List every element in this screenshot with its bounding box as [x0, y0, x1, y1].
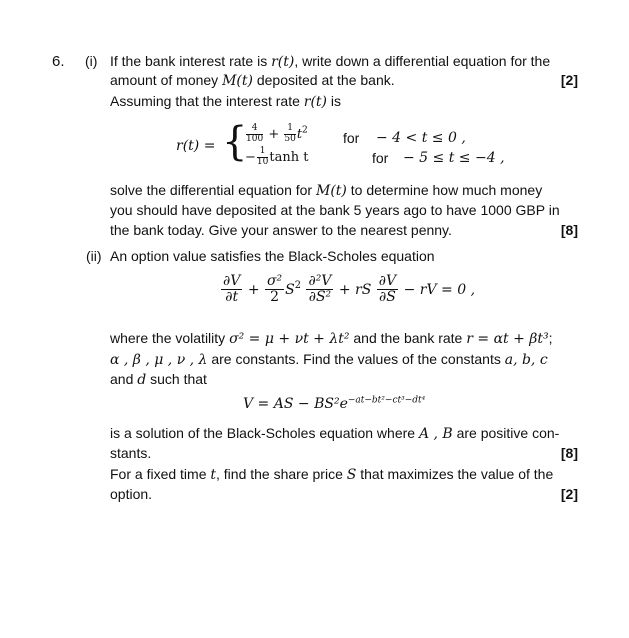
piecewise-case2-expr: − $\frac{1}{10}$ tanh t [245, 146, 309, 167]
constants-line: α , β , μ , ν , λ are constants. Find the values of the constants a, b, c [110, 351, 548, 368]
part-i-text: If the bank interest rate is [110, 53, 272, 69]
money-symbol: M(t) [222, 73, 253, 89]
marks-badge: [8] [560, 222, 578, 238]
part-i-line2 [110, 72, 395, 91]
solve-line3: the bank today. Give your answer to the nearest penny. [110, 222, 452, 238]
piecewise-case1-expr: $\frac{4}{100}$ + $\frac{1}{50}$ $t^2$ [246, 123, 308, 144]
fixed-time-line1: For a fixed time t, find the share price S that maximizes the value of the [110, 466, 554, 483]
part-i-text: amount of money [110, 72, 223, 88]
part-i-label: (i) [85, 53, 98, 69]
piecewise-lhs: r(t) = [176, 138, 216, 154]
marks-badge: [2] [560, 486, 578, 502]
brace-symbol: { [222, 119, 248, 165]
case2-condition: − 5 ≤ t ≤ −4 , [403, 150, 505, 166]
part-ii-label: (ii) [86, 248, 102, 264]
part-i-line1 [110, 53, 550, 72]
solve-line1: solve the differential equation for M(t) to determine how much money [110, 182, 543, 199]
part-i-text: deposited at the bank. [252, 72, 395, 88]
black-scholes-equation: $\frac{\partial V}{\partial t}$ + $\frac{\text{σ²}}{2}$ $S^2$ $\frac{\text{∂²V}}{\text{∂S²}}$ + rS $\frac{\partial V}{\partial S}$ − rV = 0 , [223, 273, 476, 306]
fixed-time-line2: option. [110, 486, 153, 502]
and-d-line: and d such that [110, 371, 207, 388]
is-solution-line1: is a solution of the Black-Scholes equation where A , B are positive con- [110, 425, 560, 442]
rate-symbol: r(t) [303, 94, 328, 110]
solution-formula: V = AS − $BS^2e^{-at-bt^2-ct^3-dt^4}$ [243, 395, 426, 412]
part-i-text: , write down a differential equation for the [294, 53, 551, 69]
fraction: $\frac{1}{50}$ [284, 123, 296, 144]
marks-badge: [2] [560, 72, 578, 88]
where-line: where the volatility σ² = μ + νt + λt² and the bank rate r = αt + βt³; [110, 330, 553, 347]
rate-symbol: r(t) [271, 54, 295, 70]
assume-text: is [327, 93, 342, 109]
case1-for: for [343, 130, 360, 146]
case1-condition: − 4 < t ≤ 0 , [376, 130, 466, 146]
assume-line [110, 93, 341, 112]
solve-line2: you should have deposited at the bank 5 years ago to have 1000 GBP in [110, 202, 560, 218]
marks-badge: [8] [560, 445, 578, 461]
question-number: 6. [52, 53, 65, 70]
is-solution-line2: stants. [110, 445, 152, 461]
part-ii-intro: An option value satisfies the Black-Scholes equation [110, 248, 435, 264]
assume-text: Assuming that the interest rate [110, 93, 304, 109]
case2-for: for [372, 150, 389, 166]
fraction: $\frac{4}{100}$ [246, 123, 264, 144]
fraction: $\frac{1}{10}$ [256, 146, 269, 167]
